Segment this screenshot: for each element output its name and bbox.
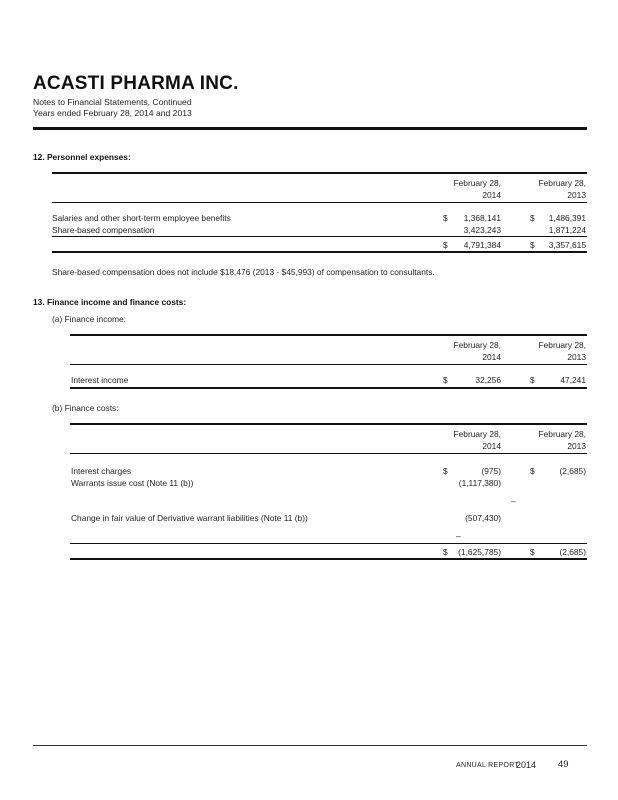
note-12-header-rule xyxy=(52,202,587,203)
note-12-footnote: Share-based compensation does not include $18,476 (2013 - $45,993) of compensation to consultants. xyxy=(52,267,435,277)
company-name: ACASTI PHARMA INC. xyxy=(33,73,239,94)
note-13b-row-value-2013: (2,685) xyxy=(559,466,586,476)
note-13a-col2-header-line2: 2013 xyxy=(567,352,586,362)
note-13b-row-value-2014: (975) xyxy=(481,466,501,476)
note-13b-row-label: Change in fair value of Derivative warrant liabilities (Note 11 (b)) xyxy=(71,513,308,523)
note-12-total-currency: $ xyxy=(530,240,535,250)
note-13a-col1-header-line1: February 28, xyxy=(453,340,501,350)
note-13b-col1-header-line1: February 28, xyxy=(453,429,501,439)
note-12-col1-header-line1: February 28, xyxy=(453,178,501,188)
note-12-row-value-2013: 1,486,391 xyxy=(548,213,586,223)
footer-report-year: 2014 xyxy=(516,760,537,770)
note-13b-col1-header-line2: 2014 xyxy=(482,441,501,451)
note-13b-total-currency: $ xyxy=(530,547,535,557)
note-12-col1-header-line2: 2014 xyxy=(482,190,501,200)
note-12-row-currency: $ xyxy=(443,213,448,223)
note-13a-label: (a) Finance income: xyxy=(52,314,127,324)
note-13a-row-label: Interest income xyxy=(71,375,129,385)
note-13b-subtotal-rule xyxy=(70,543,587,544)
note-12-col2-header-line2: 2013 xyxy=(567,190,586,200)
note-13b-total-2014: (1,625,785) xyxy=(458,547,501,557)
note-13a-total-rule xyxy=(70,387,587,389)
note-13a-col2-header-line1: February 28, xyxy=(538,340,586,350)
note-13b-label: (b) Finance costs: xyxy=(52,403,119,413)
note-13a-row-currency: $ xyxy=(530,375,535,385)
note-13a-row-currency: $ xyxy=(443,375,448,385)
note-13b-row-currency: $ xyxy=(530,466,535,476)
note-13a-col1-header-line2: 2014 xyxy=(482,352,501,362)
note-13b-col2-header-line2: 2013 xyxy=(567,441,586,451)
note-12-col2-header-line1: February 28, xyxy=(538,178,586,188)
note-12-total-2013: 3,357,615 xyxy=(548,240,586,250)
note-13b-total-currency: $ xyxy=(443,547,448,557)
note-12-row-value-2013: 1,871,224 xyxy=(548,225,586,235)
note-12-row-value-2014: 3,423,243 xyxy=(463,225,501,235)
note-13b-row-value-2014: (507,430) xyxy=(465,513,501,523)
note-13b-row-value-2013: – xyxy=(456,531,461,541)
note-12-subtotal-rule xyxy=(52,236,587,237)
note-13a-table-top-rule xyxy=(70,334,587,336)
note-12-table-top-rule xyxy=(52,172,587,174)
note-13b-row-currency: $ xyxy=(443,466,448,476)
note-13-heading: 13. Finance income and finance costs: xyxy=(33,297,187,307)
note-13a-row-value-2014: 32,256 xyxy=(475,375,501,385)
note-13a-row-value-2013: 47,241 xyxy=(560,375,586,385)
note-12-total-rule xyxy=(52,251,587,253)
note-12-heading: 12. Personnel expenses: xyxy=(33,152,131,162)
note-13b-col2-header-line1: February 28, xyxy=(538,429,586,439)
note-12-row-label: Salaries and other short-term employee benefits xyxy=(52,213,231,223)
note-12-row-currency: $ xyxy=(530,213,535,223)
note-13b-row-value-2014: (1,117,380) xyxy=(458,478,501,488)
note-13b-row-label: Interest charges xyxy=(71,466,132,476)
note-13b-row-label: Warrants issue cost (Note 11 (b)) xyxy=(71,478,194,488)
note-13b-table-top-rule xyxy=(70,423,587,425)
page-subtitle: Notes to Financial Statements, Continued xyxy=(33,97,192,107)
footer-rule xyxy=(33,745,587,746)
note-12-row-value-2014: 1,368,141 xyxy=(463,213,501,223)
header-rule xyxy=(33,127,587,130)
page-period: Years ended February 28, 2014 and 2013 xyxy=(33,108,192,118)
note-13b-total-rule xyxy=(70,558,587,560)
footer-report-label: ANNUAL REPORT xyxy=(456,762,520,769)
page-number: 49 xyxy=(558,759,569,770)
note-12-total-2014: 4,791,384 xyxy=(463,240,501,250)
note-12-total-currency: $ xyxy=(443,240,448,250)
note-13b-row-value-2013: – xyxy=(511,496,516,506)
note-13b-total-2013: (2,685) xyxy=(559,547,586,557)
note-12-row-label: Share-based compensation xyxy=(52,225,155,235)
note-13b-header-rule xyxy=(70,453,587,454)
note-13a-header-rule xyxy=(70,364,587,365)
